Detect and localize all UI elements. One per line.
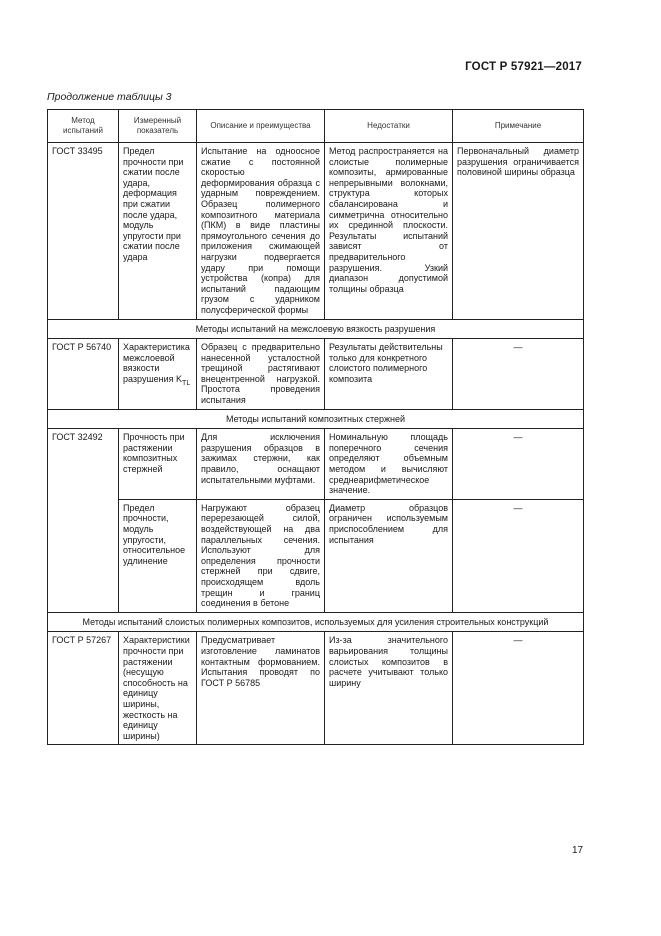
indicator-subscript: TL (182, 379, 191, 387)
standard-designation: ГОСТ Р 57921—2017 (465, 61, 582, 73)
note-cell: — (453, 632, 584, 745)
note-cell: — (453, 499, 584, 612)
indicator-cell: Предел прочности при сжатии после удара, деформация при сжатии после удара, модуль упругости при сжатии после удара (119, 143, 197, 320)
page-number: 17 (572, 845, 584, 856)
description-cell: Для исключения разрушения образцов в зажимах стержни, как правило, оснащают испытательными муфтами. (197, 429, 325, 500)
table-caption: Продолжение таблицы 3 (47, 91, 172, 103)
method-cell: ГОСТ Р 57267 (48, 632, 119, 745)
section-title-interlaminar: Методы испытаний на межслоевую вязкость разрушения (48, 319, 584, 339)
section-row (48, 319, 584, 339)
table-row (48, 632, 584, 745)
drawbacks-cell: Результаты действительны только для конкретного слоистого полимерного композита (325, 339, 453, 410)
drawbacks-cell: Из-за значительного варьирования толщины слоистых композитов в расчете учитывают только ширину (325, 632, 453, 745)
column-header: Метод испытаний (48, 110, 119, 143)
column-header: Измеренный показатель (119, 110, 197, 143)
description-cell: Предусматривает изготовление ламинатов контактным формованием. Испытания проводят по ГОСТ Р 56785 (197, 632, 325, 745)
note-cell: Первоначальный диаметр разрушения ограничивается половиной ширины образца (453, 143, 584, 320)
table-row (48, 143, 584, 320)
drawbacks-cell: Диаметр образцов ограничен используемым приспособлением для испытания (325, 499, 453, 612)
table-row (48, 339, 584, 410)
indicator-text: Характеристика межслоевой вязкости разрушения K (123, 342, 190, 384)
column-header: Недостатки (325, 110, 453, 143)
indicator-cell: Характеристики прочности при растяжении (несущую способность на единицу ширины, жесткость на единицу ширины) (119, 632, 197, 745)
method-cell: ГОСТ 32492 (48, 429, 119, 613)
methods-table (47, 109, 584, 745)
section-title-rods: Методы испытаний композитных стержней (48, 409, 584, 429)
drawbacks-cell: Номинальную площадь поперечного сечения определяют объемным методом и вычисляют среднеарифметическое значение. (325, 429, 453, 500)
column-header: Примечание (453, 110, 584, 143)
table-row (48, 429, 584, 500)
description-cell: Нагружают образец перерезающей силой, воздействующей на два параллельных сечения. Используют для определения прочности стержней при сдвиге, происходящем вдоль трещин и границ соединения в бетоне (197, 499, 325, 612)
section-row (48, 409, 584, 429)
indicator-cell: Предел прочности, модуль упругости, относительное удлинение (119, 499, 197, 612)
method-cell: ГОСТ Р 56740 (48, 339, 119, 410)
description-cell: Испытание на одноосное сжатие с постоянной скоростью деформирования образца с ударным повреждением. Образец полимерного композитного материала (ПКМ) в виде пластины прямоугольного сечения до приложения сжимающей нагрузки подвергается удару при помощи устройства (копра) для испытаний падающим грузом с ударником полусферической формы (197, 143, 325, 320)
table-row (48, 499, 584, 612)
indicator-cell (119, 339, 197, 410)
section-title-laminates: Методы испытаний слоистых полимерных композитов, используемых для усиления строительных конструкций (48, 612, 584, 632)
note-cell: — (453, 339, 584, 410)
drawbacks-cell: Метод распространяется на слоистые полимерные композиты, армированные непрерывными волокнами, структура которых сбалансирована и симметрична относительно их срединной плоскости. Результаты испытаний зависят от предварительного разрушения. Узкий диапазон допустимой толщины образца (325, 143, 453, 320)
section-row (48, 612, 584, 632)
indicator-cell: Прочность при растяжении композитных стержней (119, 429, 197, 500)
method-cell: ГОСТ 33495 (48, 143, 119, 320)
column-header: Описание и преимущества (197, 110, 325, 143)
table-header-row (48, 110, 584, 143)
description-cell: Образец с предварительно нанесенной усталостной трещиной растягивают внецентренной нагрузкой. Простота проведения испытания (197, 339, 325, 410)
note-cell: — (453, 429, 584, 500)
